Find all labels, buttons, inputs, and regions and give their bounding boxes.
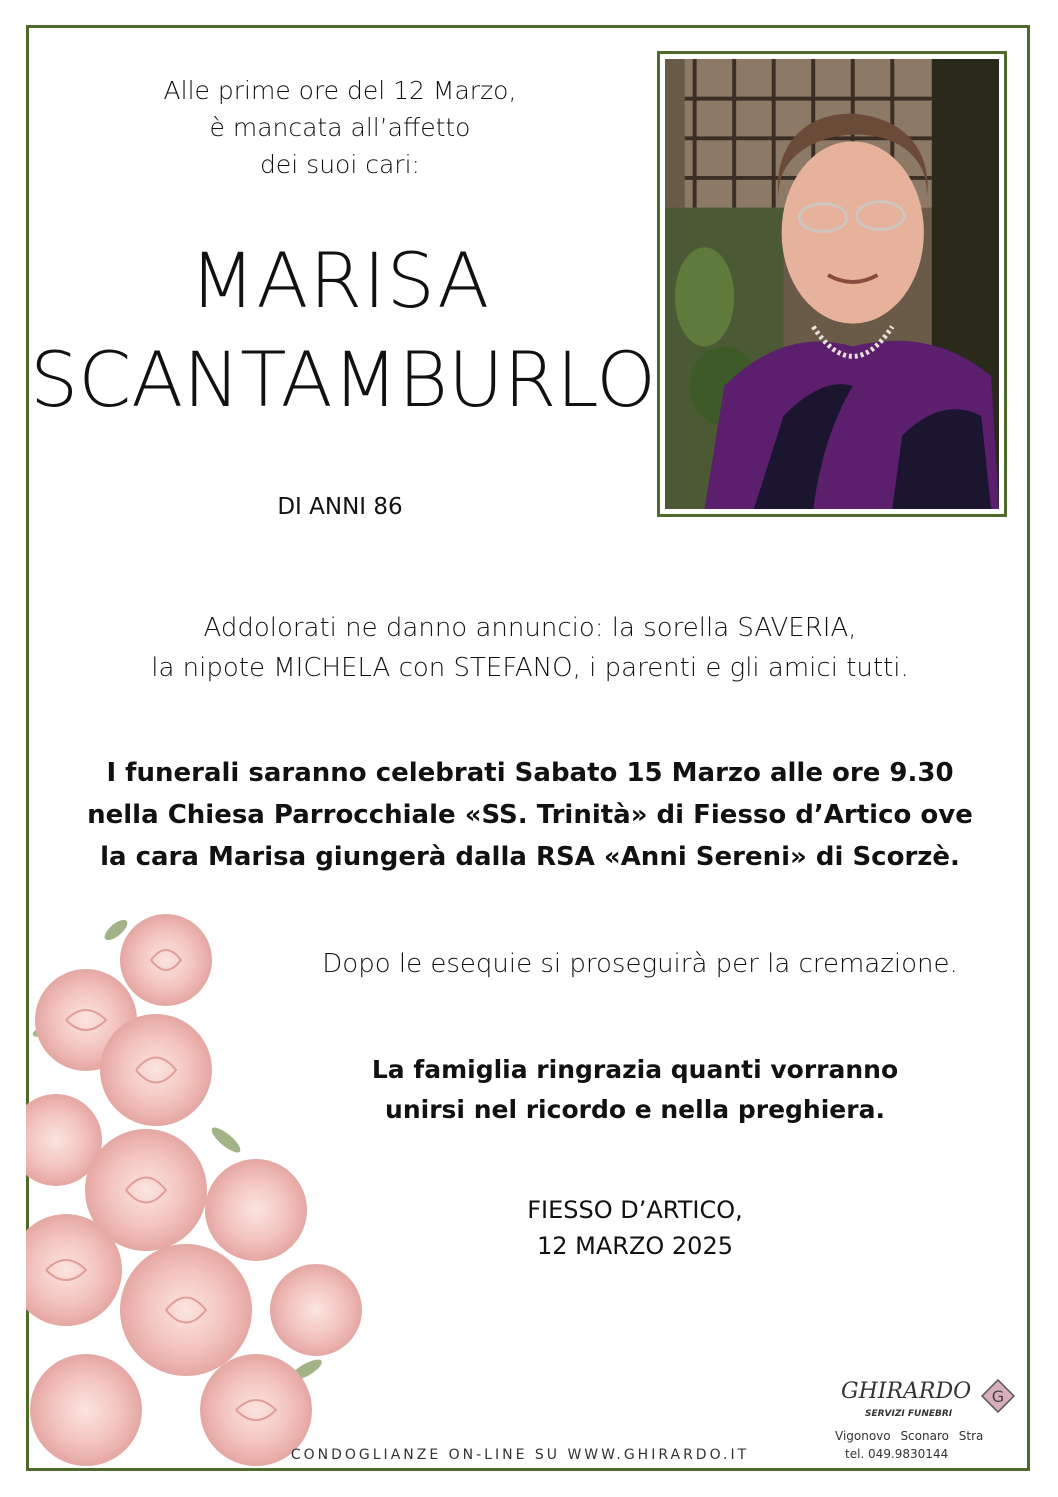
roses-decoration <box>26 890 376 1470</box>
announcement <box>60 608 1000 688</box>
funeral-line-2: nella Chiesa Parrocchiale «SS. Trinità» di Fiesso d’Artico ove <box>87 800 973 830</box>
announcement-line-1: Addolorati ne danno annuncio: la sorella SAVERIA, <box>203 613 857 643</box>
place-date <box>480 1192 790 1264</box>
footer-condolences: CONDOGLIANZE ON-LINE SU WWW.GHIRARDO.IT <box>290 1447 750 1463</box>
thanks-line-2: unirsi nel ricordo e nella preghiera. <box>385 1095 885 1124</box>
logo-phone: tel. 049.9830144 <box>845 1447 949 1461</box>
funeral-info <box>60 752 1000 878</box>
logo-letter: G <box>991 1387 1005 1406</box>
first-name: MARISA <box>189 236 491 325</box>
funeral-line-3: la cara Marisa giungerà dalla RSA «Anni Sereni» di Scorzè. <box>100 842 960 872</box>
company-logo <box>835 1375 1025 1465</box>
funeral-line-1: I funerali saranno celebrati Sabato 15 Marzo alle ore 9.30 <box>106 758 954 788</box>
date: 12 MARZO 2025 <box>536 1232 733 1260</box>
portrait-frame <box>657 51 1007 517</box>
place: FIESSO D’ARTICO, <box>527 1196 743 1224</box>
intro-line-1: Alle prime ore del 12 Marzo, <box>163 76 517 105</box>
logo-subtitle: SERVIZI FUNEBRI <box>865 1409 953 1419</box>
cremation-note: Dopo le esequie si proseguirà per la cremazione. <box>322 949 958 979</box>
logo-towns: Vigonovo Sconaro Stra <box>835 1429 984 1443</box>
age: DI ANNI 86 <box>277 494 403 520</box>
logo-diamond-icon <box>981 1379 1015 1413</box>
portrait-photo <box>665 59 999 509</box>
intro-line-2: è mancata all’affetto <box>209 113 471 142</box>
logo-name: GHIRARDO <box>841 1379 972 1404</box>
announcement-line-2: la nipote MICHELA con STEFANO, i parenti e gli amici tutti. <box>151 653 909 683</box>
intro-line-3: dei suoi cari: <box>260 150 420 179</box>
thanks-line-1: La famiglia ringrazia quanti vorranno <box>371 1055 899 1084</box>
family-thanks <box>320 1050 950 1130</box>
intro-text <box>120 72 560 183</box>
last-name: SCANTAMBURLO <box>30 335 656 424</box>
